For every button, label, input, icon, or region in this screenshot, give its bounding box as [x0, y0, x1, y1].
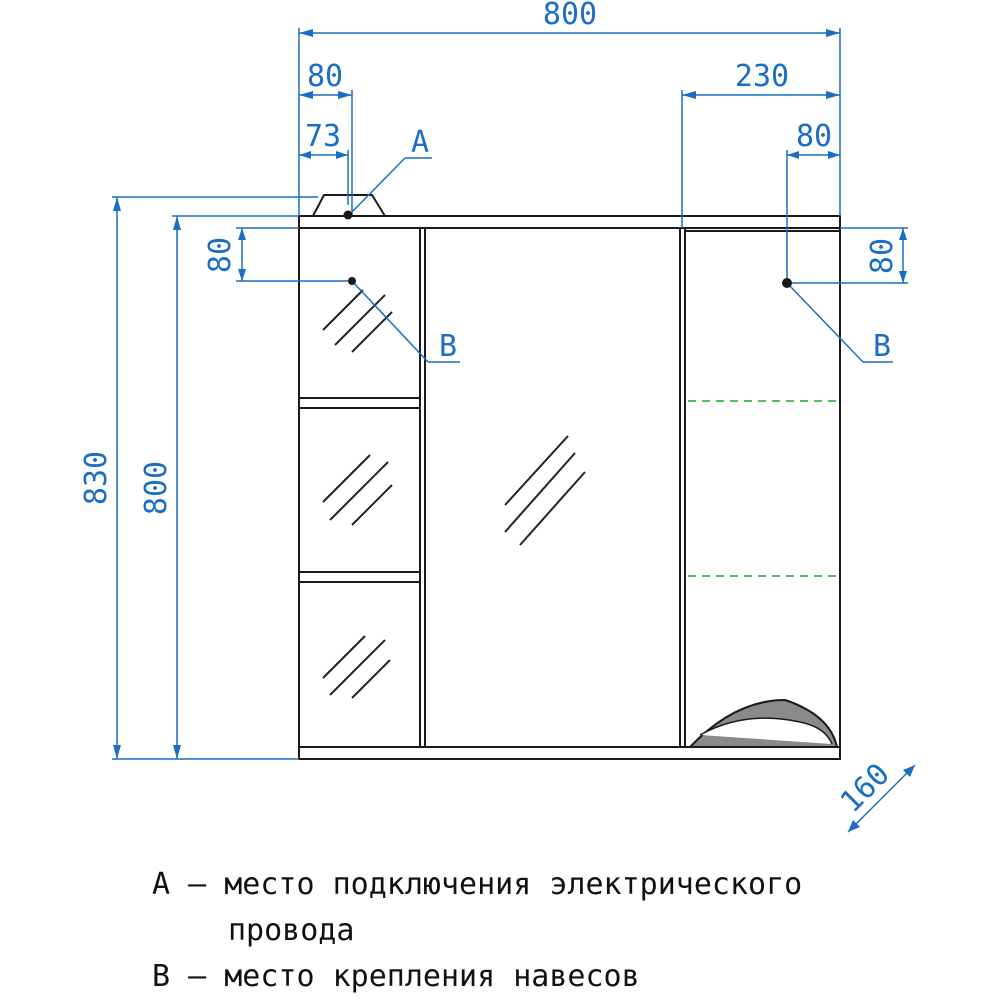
left-shelf-upper: [299, 398, 420, 408]
internal-shelves: [688, 401, 838, 576]
top-ledge: [299, 216, 840, 228]
dim-overall-height: 830: [79, 450, 114, 506]
dim-right-offset: 80: [795, 119, 833, 154]
legend: [152, 862, 972, 1000]
dim-left-offset-socket: 73: [304, 119, 342, 154]
cabinet-frame: [299, 228, 840, 759]
point-a-marker: [344, 211, 353, 220]
dim-right-section-width: 230: [734, 59, 790, 94]
dim-depth: 160: [833, 756, 897, 820]
callout-a: A: [410, 125, 430, 160]
dim-left-offset-top: 80: [306, 59, 344, 94]
dim-body-height: 800: [139, 460, 174, 516]
point-b-left-marker: [348, 277, 356, 285]
legend-b: B – место крепления навесов: [152, 959, 640, 994]
dim-right-vertical-offset: 80: [865, 237, 900, 275]
callout-b-left: B: [438, 329, 458, 364]
legend-a: A – место подключения электрического: [152, 867, 803, 902]
point-b-right-marker: [782, 278, 792, 288]
dim-left-vertical-offset: 80: [203, 236, 238, 274]
left-shelf-lower: [299, 572, 420, 582]
cabinet-body: [299, 195, 840, 759]
dim-overall-width: 800: [542, 0, 598, 32]
legend-a-continued: провода: [228, 913, 355, 948]
callout-b-right: B: [872, 329, 892, 364]
